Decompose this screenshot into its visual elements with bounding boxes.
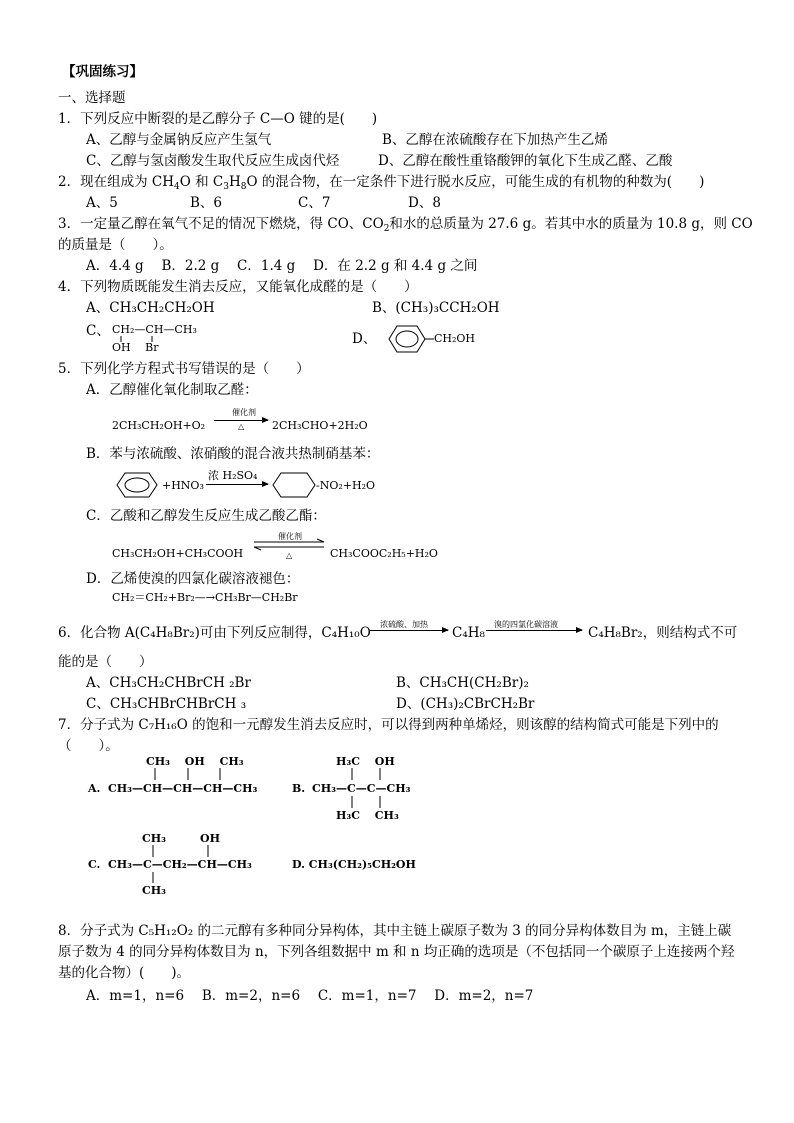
q7-stem2: （ ）。 [58,738,119,754]
q3-options: A．4.4 g B．2.2 g C．1.4 g D．在 2.2 g 和 4.4 g 之间 [86,258,478,274]
q6-option-d: D、(CH₃)₂CBrCH₂Br [396,696,535,712]
q4-option-d-label: D、 [352,331,377,347]
section-header: 【巩固练习】 [62,64,143,80]
q5-b-right: -NO₂+H₂O [316,479,376,492]
q6-stem-b: C₄H₈Br₂，则结构式不可 [588,625,738,641]
q7-a-top: CH₃ OH CH₃ [146,755,244,768]
q5-stem: 5．下列化学方程式书写错误的是（ ） [58,361,310,377]
q5-a-condition: △ [238,422,245,431]
q6-option-a: A、CH₃CH₂CHBrCH ₂Br [86,675,251,691]
q2-option-a: A、5 [86,195,118,211]
q6-arrow-1 [370,630,448,631]
q7-b-label: B. [292,782,306,795]
q5-a-left: 2CH₃CH₂OH+O₂ [112,419,206,432]
q2-option-c: C、7 [298,195,331,211]
q7-c-bottom: CH₃ [142,884,166,897]
q7-c-top-2: OH [200,832,220,845]
q7-a-main: CH₃—CH—CH—CH—CH₃ [108,782,258,795]
q5-c-condition: △ [286,551,293,560]
q7-b-bottom: H₃C CH₃ [336,809,399,822]
q4-option-c-label: C、 [86,323,110,339]
q2-option-b: B、6 [190,195,223,211]
q5-d-equation: CH₂＝CH₂+Br₂—→CH₃Br—CH₂Br [112,591,298,604]
q7-stem: 7．分子式为 C₇H₁₆O 的饱和一元醇发生消去反应时，可以得到两种单烯烃，则该醇的结构简式可能是下列中的 [58,717,719,733]
q5-b-plus: +HNO₃ [162,479,204,492]
q7-a-label: A. [88,782,101,795]
q6-stem-a: 6．化合物 A(C₄H₈Br₂)可由下列反应制得，C₄H₁₀O [58,625,371,641]
q7-b-top: H₃C OH [336,755,395,768]
benzene-ring-icon [382,324,434,354]
q2-stem: 2．现在组成为 $CH_4O$ 和 $C_3H_8O$ 的混合物，在一定条件下进行脱水反应，可能生成的有机物的种数为( ) [58,174,705,192]
q8-line2: 原子数为 4 的同分异构体数目为 n，下列各组数据中 m 和 n 均正确的选项是（不包括同一个碳原子上连接两个羟 [58,944,735,960]
q1-option-d: D、乙醇在酸性重铬酸钾的氧化下生成乙醛、乙酸 [378,153,673,169]
q7-b-main: CH₃—C—C—CH₃ [312,782,411,795]
q8-options: A．m=1，n=6 B．m=2，n=6 C．m=1，n=7 D．m=2，n=7 [86,988,534,1004]
q4-option-d-group: CH₂OH [434,332,476,345]
q4-option-a: A、CH₃CH₂CH₂OH [86,300,215,316]
q6-option-b: B、CH₃CH(CH₂Br)₂ [396,675,529,691]
q7-c-main: CH₃—C—CH₂—CH—CH₃ [108,858,252,871]
q5-c-catalyst: 催化剂 [278,532,302,541]
q7-c-label: C. [88,858,101,871]
q3-line2: 的质量是（ ）。 [58,237,173,253]
q5-a-arrow [214,420,268,421]
q5-b-arrow [206,484,268,485]
q5-c-left: CH₃CH₂OH+CH₃COOH [112,547,244,560]
q2-option-d: D、8 [408,195,441,211]
q5-c-right: CH₃COOC₂H₅+H₂O [330,547,438,560]
q4-option-b: B、(CH₃)₃CCH₂OH [372,300,500,316]
cyclohexane-ring-icon [270,472,320,498]
q4-option-c-main: CH₂—CH—CH₃ [112,323,197,336]
q1-option-a: A、乙醇与金属钠反应产生氢气 [86,132,272,148]
q6-catalyst-2: 溴的四氯化碳溶液 [494,620,558,629]
q1-stem: 1．下列反应中断裂的是乙醇分子 C—O 键的是( ) [58,111,378,127]
q5-a-right: 2CH₃CHO+2H₂O [272,419,368,432]
section-title: 一、选择题 [58,90,126,106]
q7-d: D. CH₃(CH₂)₅CH₂OH [292,858,416,871]
q7-a-bonds [146,768,266,782]
q6-line2: 能的是（ ） [58,654,153,670]
q5-b-title: B．苯与浓硫酸、浓硝酸的混合液共热制硝基苯： [86,446,380,462]
q5-a-catalyst: 催化剂 [232,408,256,417]
q3-line1: 3．一定量乙醇在氧气不足的情况下燃烧，得 CO、$CO_2$和水的总质量为 27.6 g。若其中水的质量为 10.8 g，则 CO [58,216,753,234]
q4-option-c-subs: OH Br [112,341,159,354]
q8-line3: 基的化合物）( )。 [58,965,191,981]
q1-option-b: B、乙醇在浓硫酸存在下加热产生乙烯 [382,132,608,148]
q6-catalyst-1: 浓硫酸、加热 [380,620,428,629]
q4-stem: 4．下列物质既能发生消去反应，又能氧化成醛的是（ ） [58,279,418,295]
q5-b-catalyst: 浓 H₂SO₄ [208,469,258,482]
q5-c-title: C．乙酸和乙醇发生反应生成乙酸乙酯： [86,508,326,524]
q1-option-c: C、乙醇与氢卤酸发生取代反应生成卤代烃 [86,153,340,169]
q6-intermediate: C₄H₈ [452,625,485,641]
q6-option-c: C、CH₃CHBrCHBrCH ₃ [86,696,247,712]
q5-d-title: D．乙烯使溴的四氯化碳溶液褪色： [86,571,300,587]
q6-arrow-2 [486,630,582,631]
q8-line1: 8．分子式为 C₅H₁₂O₂ 的二元醇有多种同分异构体，其中主链上碳原子数为 3 的同分异构体数目为 m，主链上碳 [58,923,732,939]
q7-c-top-1: CH₃ [142,832,166,845]
benzene-ring-icon [114,472,160,498]
q5-a-title: A．乙醇催化氧化制取乙醛： [86,382,258,398]
